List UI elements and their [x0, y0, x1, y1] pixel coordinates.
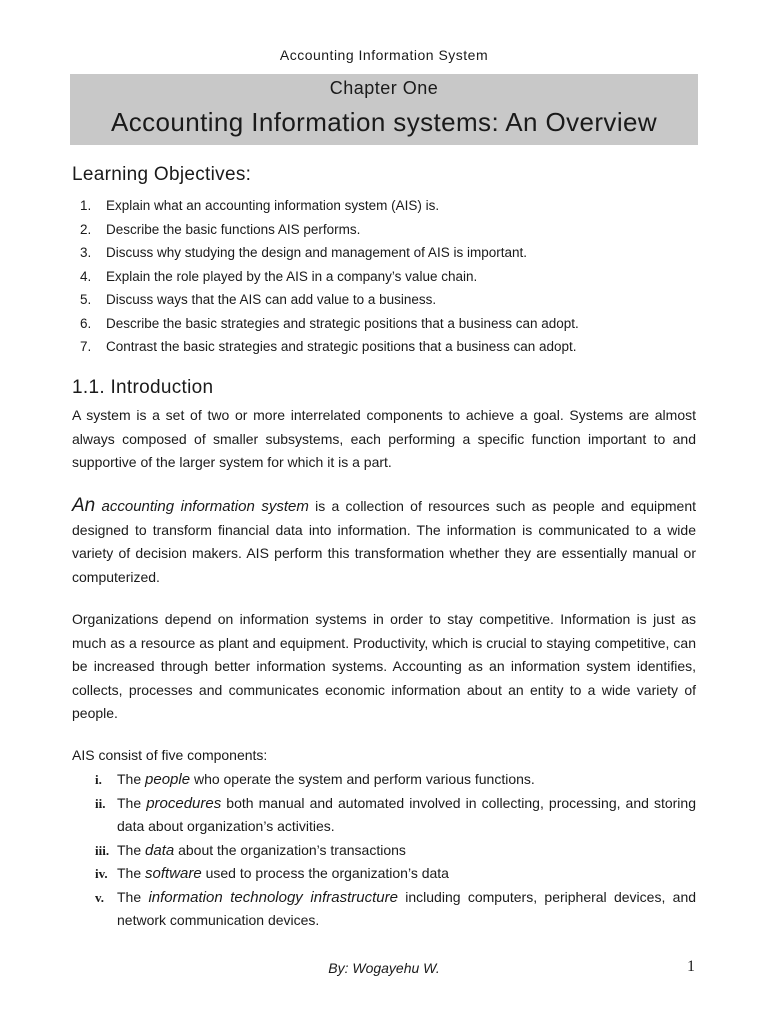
running-header: Accounting Information System	[279, 47, 489, 63]
objective-text: Discuss ways that the AIS can add value to a business.	[106, 292, 437, 307]
objective-text: Discuss why studying the design and management of AIS is important.	[106, 245, 527, 260]
objective-number: 2.	[80, 221, 92, 237]
intro-paragraph-organizations: Organizations depend on information systems in order to stay competitive. Information is just as much as a resource as plant and equipment. Productivity, which is crucial to staying competitive, can be increased through better information systems. Accounting as an information system identifies, collects, processes and communicates economic information about an entity to a wide variety of people.	[72, 611, 696, 721]
objective-text: Contrast the basic strategies and strategic positions that a business can adopt.	[106, 339, 577, 354]
objective-item	[80, 218, 720, 242]
component-item	[95, 886, 696, 933]
component-pre: The	[117, 841, 142, 858]
component-numeral: v.	[95, 889, 105, 905]
component-numeral: iv.	[95, 866, 108, 881]
component-item	[95, 862, 696, 886]
objective-text: Explain the role played by the AIS in a company’s value chain.	[106, 268, 478, 284]
ais-components-list	[95, 768, 696, 933]
components-intro: AIS consist of five components:	[72, 747, 268, 763]
chapter-label: Chapter One	[329, 78, 439, 98]
component-pre: The	[117, 771, 142, 787]
objective-item	[80, 265, 720, 289]
introduction-heading: 1.1. Introduction	[72, 377, 214, 398]
objective-item	[80, 194, 720, 218]
component-desc: both manual and automated involved in collecting, processing, and storing data about organization’s activities.	[117, 794, 696, 834]
component-numeral: iii.	[95, 842, 110, 858]
component-term: data	[145, 841, 175, 859]
component-desc: including computers, peripheral devices, and network communication devices.	[117, 888, 697, 928]
component-desc: who operate the system and perform various functions.	[193, 771, 535, 787]
learning-objectives-heading: Learning Objectives:	[72, 164, 252, 185]
objective-item	[80, 241, 720, 265]
intro-paragraph-ais	[72, 494, 696, 589]
component-pre: The	[117, 794, 142, 811]
objective-number: 6.	[80, 315, 92, 331]
component-item	[95, 839, 696, 863]
objective-item	[80, 335, 720, 359]
component-term: people	[145, 771, 191, 788]
component-item	[95, 792, 696, 839]
objective-number: 1.	[80, 198, 92, 213]
footer-author: By: Wogayehu W.	[328, 960, 440, 976]
objective-item	[80, 288, 720, 312]
ais-definition: is a collection of resources such as people and equipment designed to transform financial data into information. The information is communicated to a wide variety of decision makers. AIS perform this transformation whether they are essentially manual or computerized.	[72, 498, 696, 585]
learning-objectives-list	[80, 194, 720, 359]
component-numeral: ii.	[95, 795, 106, 811]
objective-number: 5.	[80, 292, 92, 307]
objective-number: 4.	[80, 268, 92, 284]
component-numeral: i.	[95, 772, 102, 787]
component-term: information technology infrastructure	[148, 888, 398, 906]
component-pre: The	[117, 865, 142, 881]
intro-paragraph-system: A system is a set of two or more interrelated components to achieve a goal. Systems are almost always composed of smaller subsystems, each performing a specific function important to and supportive of the larger system for which it is a part.	[72, 407, 696, 470]
ais-lead-word: An	[72, 495, 96, 516]
page-number: 1	[687, 958, 695, 975]
component-item	[95, 768, 696, 792]
objective-item	[80, 312, 720, 336]
ais-term: accounting information system	[101, 498, 309, 515]
chapter-title: Accounting Information systems: An Overview	[110, 107, 658, 137]
objective-text: Describe the basic functions AIS performs.	[106, 221, 361, 237]
objective-number: 3.	[80, 245, 92, 260]
component-pre: The	[117, 888, 142, 905]
component-desc: about the organization’s transactions	[178, 841, 406, 858]
objective-text: Explain what an accounting information system (AIS) is.	[106, 198, 440, 213]
objective-number: 7.	[80, 339, 92, 354]
component-term: software	[145, 865, 202, 882]
chapter-title-box	[70, 74, 698, 145]
component-desc: used to process the organization’s data	[205, 865, 449, 881]
component-term: procedures	[146, 794, 222, 812]
objective-text: Describe the basic strategies and strategic positions that a business can adopt.	[106, 315, 579, 331]
